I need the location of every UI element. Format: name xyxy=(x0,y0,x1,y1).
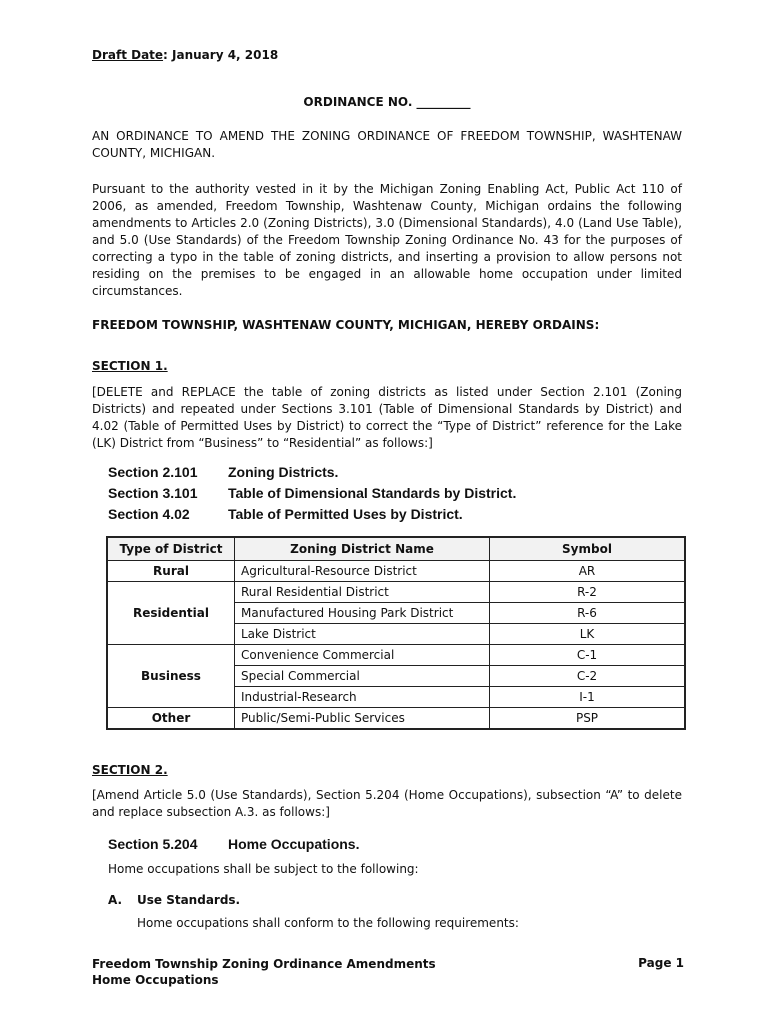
footer-title xyxy=(92,956,436,988)
subsection-title: Table of Permitted Uses by District. xyxy=(228,506,463,522)
use-standards-title: Use Standards. xyxy=(137,893,241,907)
section-1-heading: SECTION 1. xyxy=(92,359,168,373)
intro-paragraph: AN ORDINANCE TO AMEND THE ZONING ORDINANCE OF FREEDOM TOWNSHIP, WASHTENAW COUNTY, MICHIGAN. xyxy=(92,129,682,160)
section-2-text: [Amend Article 5.0 (Use Standards), Section 5.204 (Home Occupations), subsection “A” to delete and replace subsection A.3. as follows:] xyxy=(92,788,682,819)
table-header-row xyxy=(107,537,685,561)
district-name-cell: Agricultural-Resource District xyxy=(235,561,490,582)
subsection-heading xyxy=(108,485,516,501)
district-name-cell: Convenience Commercial xyxy=(235,645,490,666)
district-name-cell: Special Commercial xyxy=(235,666,490,687)
district-symbol-cell: C-1 xyxy=(490,645,686,666)
column-header-name: Zoning District Name xyxy=(235,537,490,561)
district-symbol-cell: AR xyxy=(490,561,686,582)
section-2-heading: SECTION 2. xyxy=(92,763,168,777)
table-row xyxy=(107,708,685,730)
ordinance-title: ORDINANCE NO. _________ xyxy=(303,95,471,109)
district-name-cell: Lake District xyxy=(235,624,490,645)
district-symbol-cell: R-6 xyxy=(490,603,686,624)
section-5204-number: Section 5.204 xyxy=(108,836,198,852)
page-number: Page 1 xyxy=(638,956,684,970)
district-symbol-cell: LK xyxy=(490,624,686,645)
district-symbol-cell: PSP xyxy=(490,708,686,730)
use-standards-heading xyxy=(108,893,240,907)
district-name-cell: Public/Semi-Public Services xyxy=(235,708,490,730)
footer-line-1: Freedom Township Zoning Ordinance Amendments xyxy=(92,957,436,971)
table-row xyxy=(107,582,685,603)
district-name-cell: Rural Residential District xyxy=(235,582,490,603)
draft-date-label: Draft Date xyxy=(92,48,164,62)
subsection-number: Section 4.02 xyxy=(108,506,190,522)
table-row xyxy=(107,561,685,582)
footer-line-2: Home Occupations xyxy=(92,973,219,987)
section-1-text: [DELETE and REPLACE the table of zoning districts as listed under Section 2.101 (Zoning Districts) and repeated under Sections 3.101 (Table of Dimensional Standards by District) and 4.02 (Table of Permitted Uses by District) to correct the “Type of District” reference for the Lake (LK) District from “Business” to “Residential” as follows:] xyxy=(92,385,682,450)
use-standards-text: Home occupations shall conform to the following requirements: xyxy=(137,916,519,930)
district-type-cell: Rural xyxy=(107,561,235,582)
column-header-symbol: Symbol xyxy=(490,537,686,561)
home-occupations-intro: Home occupations shall be subject to the following: xyxy=(108,862,419,876)
section-5204-title: Home Occupations. xyxy=(228,836,360,852)
subsection-heading xyxy=(108,506,463,522)
ordains-statement: FREEDOM TOWNSHIP, WASHTENAW COUNTY, MICHIGAN, HEREBY ORDAINS: xyxy=(92,318,600,332)
district-symbol-cell: C-2 xyxy=(490,666,686,687)
district-type-cell: Other xyxy=(107,708,235,730)
subsection-title: Table of Dimensional Standards by District. xyxy=(228,485,517,501)
section-5204-heading xyxy=(108,836,359,852)
district-name-cell: Industrial-Research xyxy=(235,687,490,708)
subsection-letter: A. xyxy=(108,893,123,907)
subsection-number: Section 2.101 xyxy=(108,464,198,480)
district-type-cell: Residential xyxy=(107,582,235,645)
district-name-cell: Manufactured Housing Park District xyxy=(235,603,490,624)
subsection-title: Zoning Districts. xyxy=(228,464,339,480)
subsection-number: Section 3.101 xyxy=(108,485,198,501)
pursuant-paragraph: Pursuant to the authority vested in it by the Michigan Zoning Enabling Act, Public Act 110 of 2006, as amended, Freedom Township, Washtenaw County, Michigan ordains the following amendments to Articles 2.0 (Zoning Districts), 3.0 (Dimensional Standards), 4.0 (Land Use Table), and 5.0 (Use Standards) of the Freedom Township Zoning Ordinance No. 43 for the purposes of correcting a typo in the table of zoning districts, and inserting a provision to allow persons not residing on the premises to be engaged in an allowable home occupation under limited circumstances. xyxy=(92,182,682,298)
draft-date-value: : January 4, 2018 xyxy=(163,48,279,62)
column-header-type: Type of District xyxy=(107,537,235,561)
district-symbol-cell: R-2 xyxy=(490,582,686,603)
draft-date xyxy=(92,48,278,62)
subsection-heading xyxy=(108,464,338,480)
district-type-cell: Business xyxy=(107,645,235,708)
table-row xyxy=(107,645,685,666)
district-symbol-cell: I-1 xyxy=(490,687,686,708)
zoning-districts-table xyxy=(106,536,686,730)
